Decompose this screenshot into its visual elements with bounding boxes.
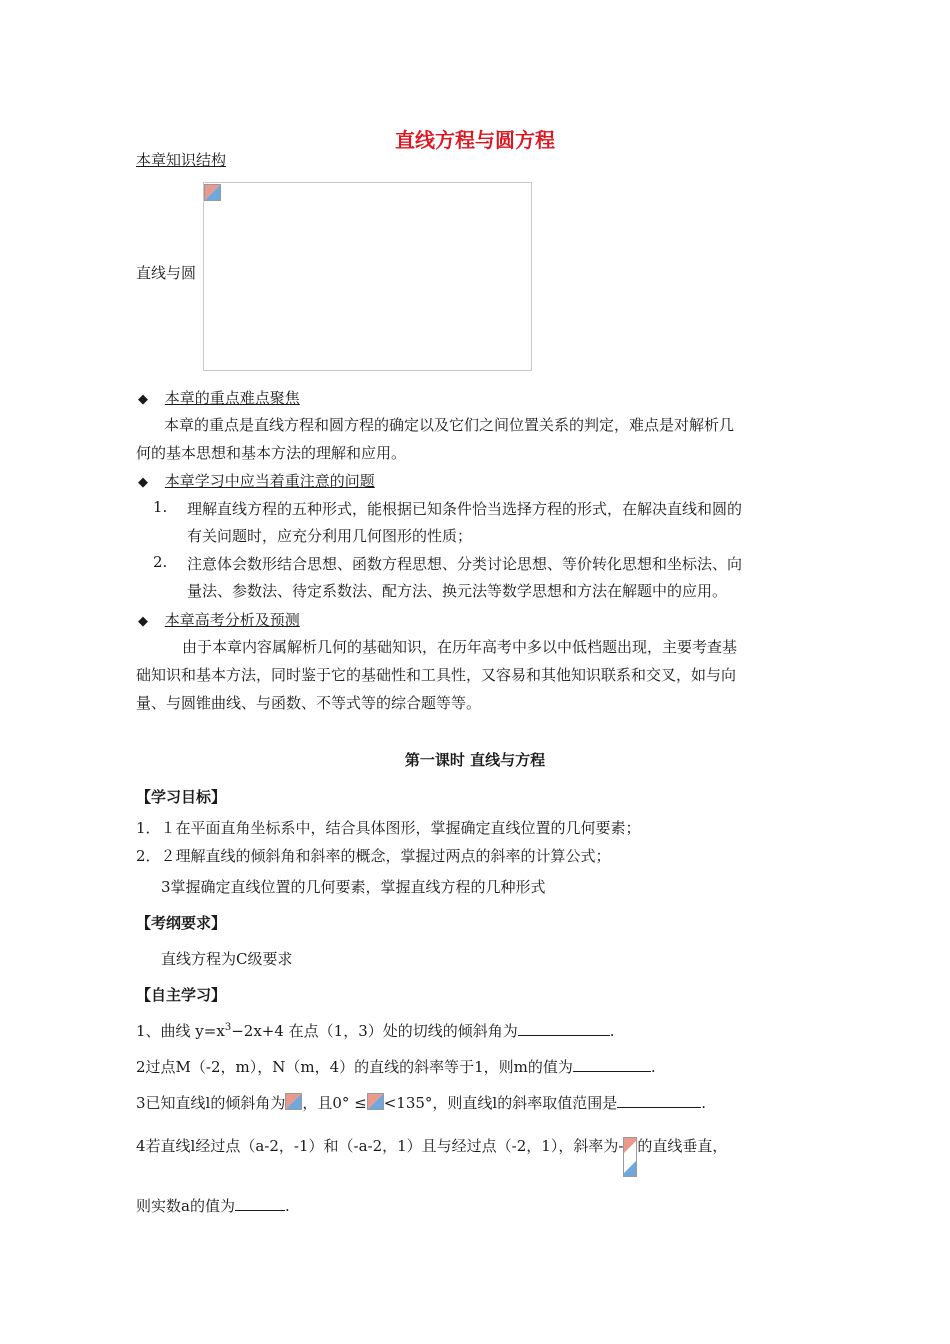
question-4 xyxy=(136,1135,727,1177)
question-text: −2x+4 在点（1，3）处的切线的倾斜角为 xyxy=(231,1022,518,1040)
question-text: 2过点M（-2，m），N（m，4）的直线的斜率等于1，则m的值为 xyxy=(136,1058,573,1076)
notice-heading: 本章学习中应当着重注意的问题 xyxy=(164,472,375,490)
question-text: ，且0° ≤ xyxy=(302,1094,367,1112)
notice-item-line1: 理解直线方程的五种形式，能根据已知条件恰当选择方程的形式，在解决直线和圆的 xyxy=(187,500,743,518)
focus-text-line1: 本章的重点是直线方程和圆方程的确定以及它们之间位置关系的判定，难点是对解析几 xyxy=(164,416,735,434)
requirements-text: 直线方程为C级要求 xyxy=(161,950,293,968)
exponent: 3 xyxy=(224,1022,232,1033)
exam-text-line2: 础知识和基本方法，同时鉴于它的基础性和工具性，又容易和其他知识联系和交叉，如与向 xyxy=(136,666,737,684)
exam-heading: 本章高考分析及预测 xyxy=(164,611,300,629)
goal-item: 3掌握确定直线位置的几何要素，掌握直线方程的几种形式 xyxy=(161,878,546,896)
question-1 xyxy=(136,1020,615,1041)
exam-text-line1: 由于本章内容属解析几何的基础知识，在历年高考中多以中低档题出现，主要考查基 xyxy=(182,638,738,656)
page-title: 直线方程与圆方程 xyxy=(395,128,555,152)
goal-item: 2．２理解直线的倾斜角和斜率的概念，掌握过两点的斜率的计算公式； xyxy=(136,847,611,865)
structure-side-label: 直线与圆 xyxy=(136,264,197,282)
structure-heading: 本章知识结构 xyxy=(136,151,227,169)
exam-text-line3: 量、与圆锥曲线、与函数、不等式等的综合题等等。 xyxy=(136,694,482,712)
broken-image-icon xyxy=(623,1137,637,1177)
answer-blank[interactable] xyxy=(617,1093,701,1108)
question-3 xyxy=(136,1092,706,1113)
notice-item-number: 2. xyxy=(153,553,168,571)
notice-item-line2: 量法、参数法、待定系数法、配方法、换元法等数学思想和方法在解题中的应用。 xyxy=(187,582,728,600)
broken-image-icon xyxy=(285,1093,302,1110)
goals-heading: 【学习目标】 xyxy=(136,788,227,806)
diamond-bullet-icon: ◆ xyxy=(138,475,148,490)
question-text: 则实数a的值为 xyxy=(136,1197,235,1215)
question-text: 的直线垂直， xyxy=(637,1137,728,1155)
question-2 xyxy=(136,1056,656,1077)
broken-image-icon xyxy=(367,1093,384,1110)
answer-blank[interactable] xyxy=(573,1057,651,1072)
question-text: 1、曲线 y=x xyxy=(136,1022,225,1040)
question-text: 4若直线l经过点（a-2，-1）和（-a-2，1）且与经过点（-2，1），斜率为- xyxy=(136,1137,624,1155)
question-4-line2 xyxy=(136,1195,290,1216)
lesson-title: 第一课时 直线与方程 xyxy=(404,751,546,769)
answer-blank[interactable] xyxy=(235,1196,285,1211)
focus-text-line2: 何的基本思想和基本方法的理解和应用。 xyxy=(136,444,407,462)
notice-item-line1: 注意体会数形结合思想、函数方程思想、分类讨论思想、等价转化思想和坐标法、向 xyxy=(187,555,743,573)
question-text: . xyxy=(650,1058,656,1076)
structure-image-frame xyxy=(203,182,532,371)
diamond-bullet-icon: ◆ xyxy=(138,614,148,629)
diamond-bullet-icon: ◆ xyxy=(138,392,148,407)
question-text: <135°，则直线l的斜率取值范围是 xyxy=(383,1094,618,1112)
notice-item-number: 1. xyxy=(153,498,168,516)
broken-image-icon xyxy=(204,184,221,201)
self-study-heading: 【自主学习】 xyxy=(136,986,227,1004)
requirements-heading: 【考纲要求】 xyxy=(136,914,227,932)
question-text: . xyxy=(609,1022,615,1040)
question-text: . xyxy=(284,1197,290,1215)
answer-blank[interactable] xyxy=(518,1021,610,1036)
focus-heading: 本章的重点难点聚焦 xyxy=(164,389,300,407)
goal-item: 1．１在平面直角坐标系中，结合具体图形，掌握确定直线位置的几何要素； xyxy=(136,819,641,837)
question-text: 3已知直线l的倾斜角为 xyxy=(136,1094,286,1112)
question-text: . xyxy=(701,1094,707,1112)
notice-item-line2: 有关问题时，应充分利用几何图形的性质； xyxy=(187,527,473,545)
